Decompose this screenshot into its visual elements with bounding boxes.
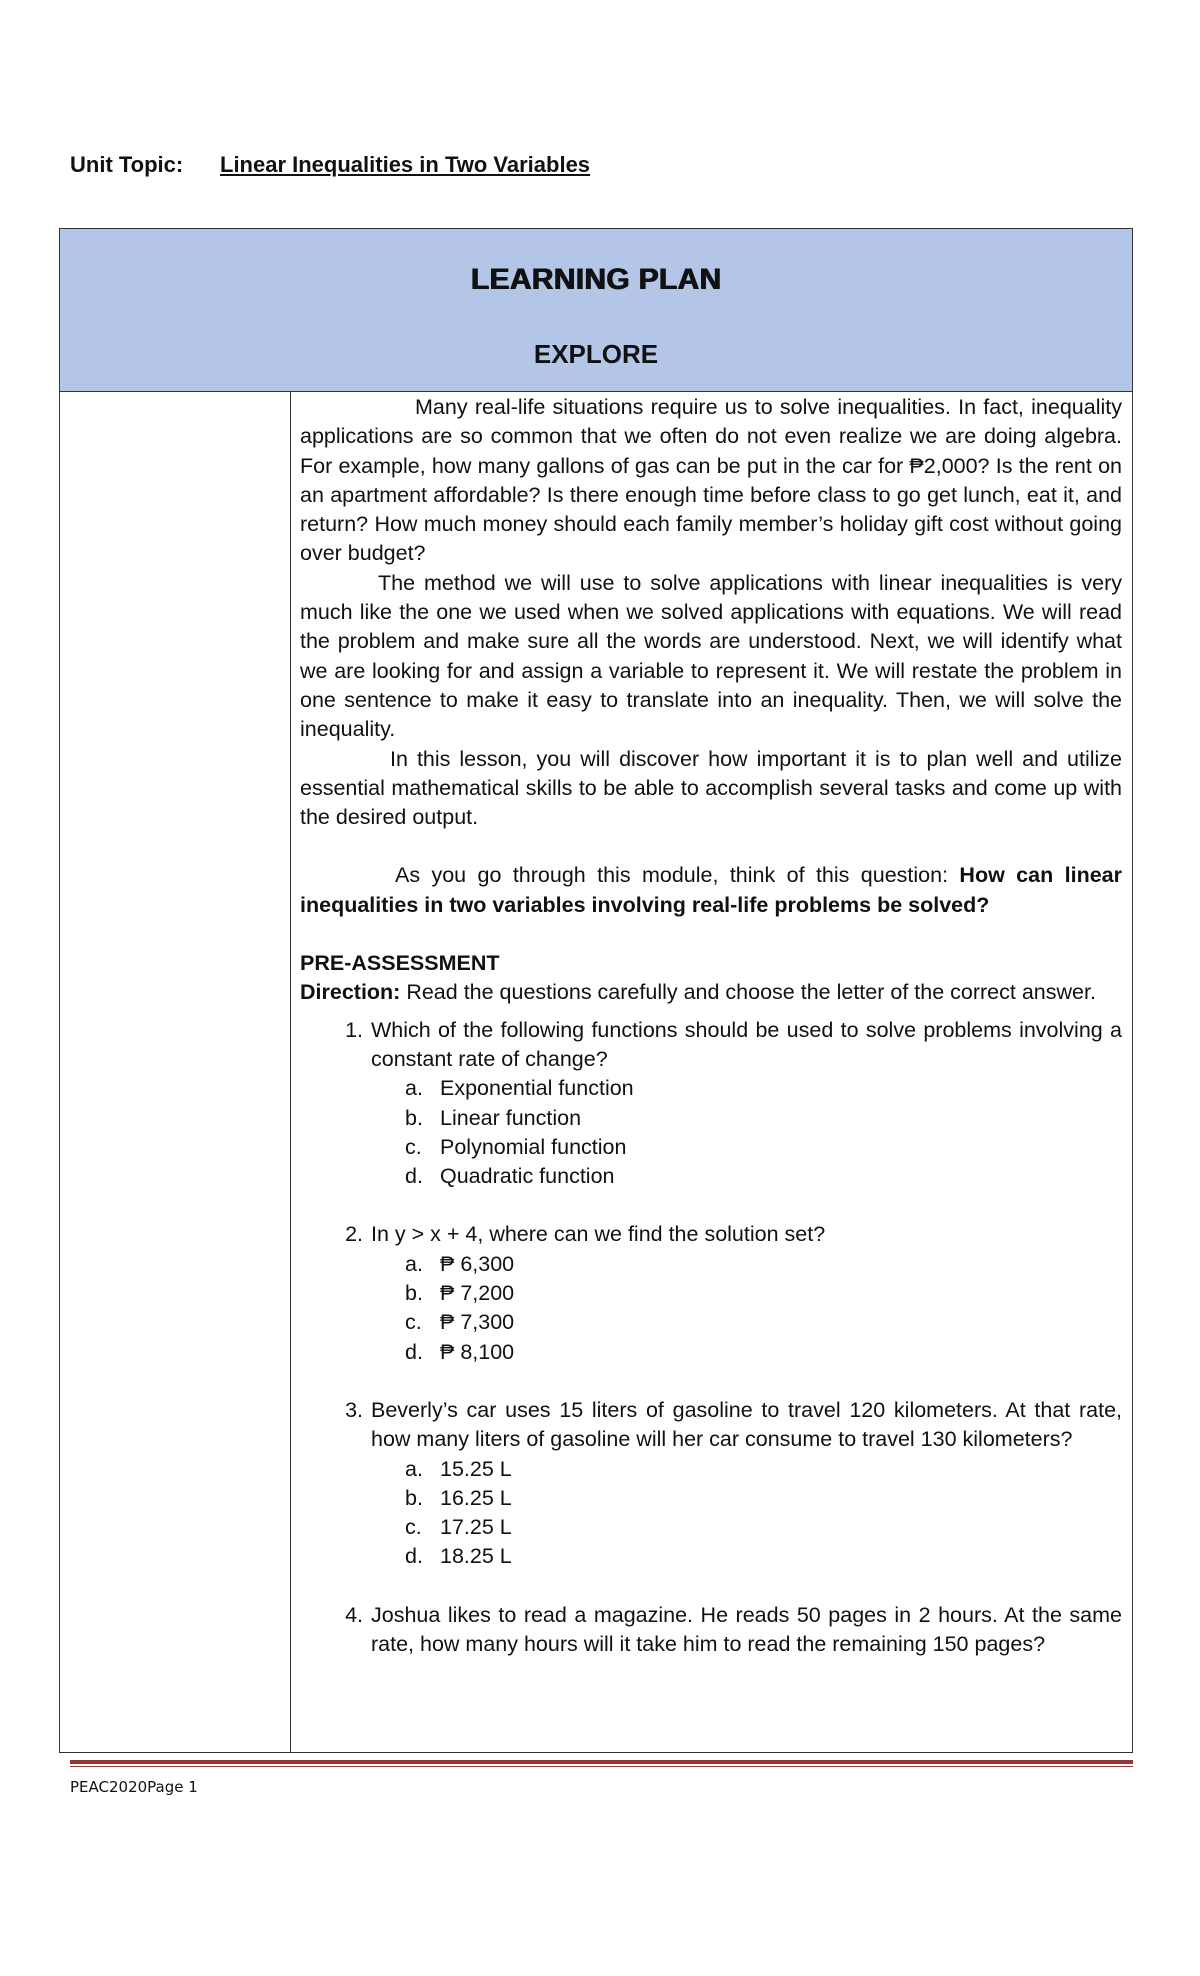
question-number: 4. bbox=[345, 1602, 363, 1627]
unit-topic bbox=[70, 152, 590, 178]
answer-option bbox=[371, 1162, 1122, 1191]
question-text: Beverly’s car uses 15 liters of gasoline to travel 120 kilometers. At that rate, how many liters of gasoline will her car consume to travel 130 kilometers? bbox=[371, 1397, 1122, 1452]
footer-rule-thin bbox=[70, 1766, 1133, 1767]
answer-option bbox=[371, 1074, 1122, 1103]
option-letter: a. bbox=[405, 1251, 423, 1276]
answer-option bbox=[371, 1484, 1122, 1513]
question-number: 3. bbox=[345, 1397, 363, 1422]
page-footer: PEAC2020Page 1 bbox=[70, 1778, 198, 1796]
answer-options bbox=[371, 1250, 1122, 1367]
option-text: Quadratic function bbox=[440, 1164, 615, 1189]
direction-text: Read the questions carefully and choose the letter of the correct answer. bbox=[400, 980, 1096, 1005]
direction-paragraph bbox=[300, 978, 1122, 1007]
question-list bbox=[300, 1016, 1122, 1660]
option-letter: a. bbox=[405, 1076, 423, 1101]
answer-option bbox=[371, 1250, 1122, 1279]
answer-option bbox=[371, 1308, 1122, 1337]
option-letter: c. bbox=[405, 1310, 422, 1335]
option-text: ₱ 7,300 bbox=[440, 1310, 515, 1335]
option-letter: c. bbox=[405, 1134, 422, 1159]
pre-assessment-heading: PRE-ASSESSMENT bbox=[300, 951, 500, 976]
question-item bbox=[300, 1220, 1122, 1366]
unit-topic-value: Linear Inequalities in Two Variables bbox=[220, 152, 591, 177]
answer-option bbox=[371, 1455, 1122, 1484]
option-letter: d. bbox=[405, 1544, 423, 1569]
learning-plan-table bbox=[59, 228, 1133, 1753]
question-text: In y > x + 4, where can we find the solution set? bbox=[371, 1222, 826, 1247]
direction-label: Direction: bbox=[300, 980, 401, 1005]
option-text: Exponential function bbox=[440, 1076, 634, 1101]
question-item bbox=[300, 1601, 1122, 1660]
essential-question: How can linear inequalities in two variables involving real-life problems be solved? bbox=[300, 863, 1122, 917]
answer-option bbox=[371, 1513, 1122, 1542]
option-letter: d. bbox=[405, 1339, 423, 1364]
question-number: 2. bbox=[345, 1222, 363, 1247]
option-text: ₱ 7,200 bbox=[440, 1281, 515, 1306]
explore-content bbox=[300, 393, 1122, 1688]
essential-question-paragraph bbox=[300, 861, 1122, 920]
answer-options bbox=[371, 1455, 1122, 1572]
section-title: EXPLORE bbox=[533, 339, 659, 369]
option-text: 16.25 L bbox=[440, 1485, 512, 1510]
intro-paragraph-1: Many real-life situations require us to solve inequalities. In fact, inequality applications are so common that we often do not even realize we are doing algebra. For example, how many gallons of gas can be put in the car for ₱2,000? Is the rent on an apartment affordable? Is there enough time before class to go get lunch, eat it, and return? How much money should each family member’s holiday gift cost without going over budget? bbox=[300, 395, 1122, 566]
answer-option bbox=[371, 1104, 1122, 1133]
question-item bbox=[300, 1396, 1122, 1572]
option-text: ₱ 8,100 bbox=[440, 1339, 515, 1364]
question-number: 1. bbox=[345, 1017, 363, 1042]
question-text: Joshua likes to read a magazine. He reads 50 pages in 2 hours. At the same rate, how many hours will it take him to read the remaining 150 pages? bbox=[371, 1602, 1122, 1656]
essential-question-lead: As you go through this module, think of this question: bbox=[395, 863, 960, 888]
option-letter: c. bbox=[405, 1515, 422, 1540]
option-text: Linear function bbox=[440, 1105, 582, 1130]
plan-header bbox=[60, 229, 1132, 392]
option-letter: b. bbox=[405, 1485, 423, 1510]
option-letter: d. bbox=[405, 1164, 423, 1189]
answer-option bbox=[371, 1338, 1122, 1367]
option-text: ₱ 6,300 bbox=[440, 1251, 515, 1276]
footer-rule bbox=[70, 1760, 1133, 1764]
option-text: 17.25 L bbox=[440, 1515, 512, 1540]
answer-option bbox=[371, 1542, 1122, 1571]
option-letter: b. bbox=[405, 1105, 423, 1130]
intro-paragraph-2: The method we will use to solve applications with linear inequalities is very much like the one we used when we solved applications with equations. We will read the problem and make sure all the words are understood. Next, we will identify what we are looking for and assign a variable to represent it. We will restate the problem in one sentence to make it easy to translate into an inequality. Then, we will solve the inequality. bbox=[300, 570, 1122, 742]
question-text: Which of the following functions should be used to solve problems involving a constant rate of change? bbox=[371, 1017, 1122, 1071]
intro-paragraph-3: In this lesson, you will discover how important it is to plan well and utilize essential mathematical skills to be able to accomplish several tasks and come up with the desired output. bbox=[300, 746, 1122, 830]
option-letter: a. bbox=[405, 1456, 423, 1481]
answer-option bbox=[371, 1133, 1122, 1162]
option-letter: b. bbox=[405, 1281, 423, 1306]
option-text: Polynomial function bbox=[440, 1134, 627, 1159]
option-text: 18.25 L bbox=[440, 1544, 512, 1569]
answer-options bbox=[371, 1074, 1122, 1191]
answer-option bbox=[371, 1279, 1122, 1308]
left-column bbox=[60, 391, 291, 1752]
unit-topic-label: Unit Topic: bbox=[70, 152, 184, 177]
option-text: 15.25 L bbox=[440, 1456, 512, 1481]
question-item bbox=[300, 1016, 1122, 1192]
plan-title: LEARNING PLAN bbox=[470, 263, 722, 296]
